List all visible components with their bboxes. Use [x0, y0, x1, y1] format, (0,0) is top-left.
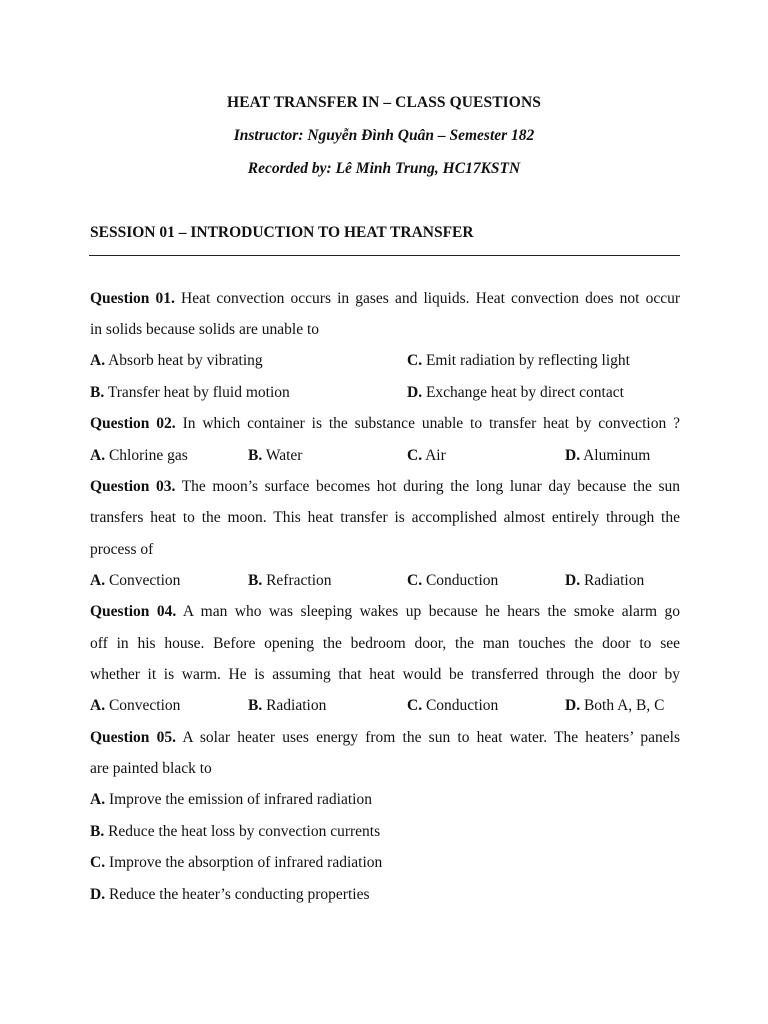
question-text: Heat convection occurs in gases and liquids. Heat convection does not occur — [174, 290, 680, 307]
question-03-line-1 — [90, 478, 680, 496]
question-label: Question 04. — [90, 603, 177, 620]
option-key: D. — [565, 447, 581, 464]
question-text: In which container is the substance unable to transfer heat by convection ? — [175, 415, 680, 432]
option-key: C. — [407, 352, 423, 369]
option-text: Convection — [105, 572, 181, 589]
option-key: D. — [407, 384, 423, 401]
option-text: Absorb heat by vibrating — [105, 352, 263, 369]
option-key: B. — [90, 384, 105, 401]
question-04-option-c — [407, 697, 498, 715]
question-05-option-b — [90, 823, 380, 841]
question-03-option-a — [90, 572, 180, 590]
question-03-option-d — [565, 572, 644, 590]
question-05-option-c — [90, 854, 382, 872]
option-text: Emit radiation by reflecting light — [422, 352, 630, 369]
option-text: Reduce the heat loss by convection currents — [104, 823, 381, 840]
question-01-line-2: in solids because solids are unable to — [90, 321, 320, 338]
option-text: Refraction — [262, 572, 332, 589]
option-text: Improve the absorption of infrared radiation — [105, 854, 383, 871]
option-key: C. — [407, 697, 423, 714]
option-key: A. — [90, 352, 106, 369]
option-text: Radiation — [262, 697, 327, 714]
option-key: B. — [248, 447, 263, 464]
option-key: B. — [90, 823, 105, 840]
question-label: Question 02. — [90, 415, 176, 432]
question-04-line-1 — [90, 603, 680, 621]
question-04-option-d — [565, 697, 665, 715]
question-04-line-3: whether it is warm. He is assuming that heat would be transferred through the door by — [90, 666, 680, 683]
option-key: C. — [407, 447, 423, 464]
question-02-line-1 — [90, 415, 680, 433]
option-text: Reduce the heater’s conducting properties — [105, 886, 370, 903]
option-text: Exchange heat by direct contact — [422, 384, 624, 401]
question-01-option-b — [90, 384, 290, 402]
option-key: A. — [90, 697, 106, 714]
option-key: A. — [90, 447, 106, 464]
horizontal-divider — [89, 255, 680, 256]
option-text: Conduction — [422, 572, 499, 589]
option-key: B. — [248, 572, 263, 589]
option-key: C. — [407, 572, 423, 589]
option-key: D. — [565, 572, 581, 589]
option-text: Air — [422, 447, 446, 464]
option-text: Convection — [105, 697, 181, 714]
question-02-option-a — [90, 447, 188, 465]
option-key: C. — [90, 854, 106, 871]
option-text: Conduction — [422, 697, 499, 714]
option-key: D. — [565, 697, 581, 714]
question-01-option-c — [407, 352, 630, 370]
option-text: Chlorine gas — [105, 447, 188, 464]
recorder-line: Recorded by: Lê Minh Trung, HC17KSTN — [247, 160, 521, 177]
question-02-option-b — [248, 447, 302, 465]
option-key: D. — [90, 886, 106, 903]
question-text: A solar heater uses energy from the sun to heat water. The heaters’ panels — [176, 729, 680, 746]
option-text: Radiation — [580, 572, 645, 589]
question-01-line-1 — [90, 290, 680, 308]
question-01-option-a — [90, 352, 263, 370]
option-text: Transfer heat by fluid motion — [104, 384, 290, 401]
option-text: Water — [262, 447, 303, 464]
option-key: A. — [90, 791, 106, 808]
question-03-option-c — [407, 572, 498, 590]
question-label: Question 03. — [90, 478, 176, 495]
question-04-option-b — [248, 697, 326, 715]
question-label: Question 05. — [90, 729, 176, 746]
option-key: A. — [90, 572, 106, 589]
question-text: The moon’s surface becomes hot during the long lunar day because the sun — [175, 478, 680, 495]
option-text: Both A, B, C — [580, 697, 665, 714]
question-label: Question 01. — [90, 290, 175, 307]
question-03-line-3: process of — [90, 541, 154, 558]
question-05-option-d — [90, 886, 370, 904]
option-text: Improve the emission of infrared radiation — [105, 791, 372, 808]
question-05-line-2: are painted black to — [90, 760, 212, 777]
question-text: A man who was sleeping wakes up because he hears the smoke alarm go — [176, 603, 680, 620]
option-text: Aluminum — [580, 447, 651, 464]
question-01-option-d — [407, 384, 624, 402]
question-02-option-d — [565, 447, 650, 465]
question-03-option-b — [248, 572, 332, 590]
question-05-line-1 — [90, 729, 680, 747]
option-key: B. — [248, 697, 263, 714]
question-04-line-2: off in his house. Before opening the bedroom door, the man touches the door to see — [90, 635, 680, 652]
instructor-line: Instructor: Nguyễn Đình Quân – Semester 182 — [233, 127, 535, 144]
question-05-option-a — [90, 791, 372, 809]
question-04-option-a — [90, 697, 180, 715]
question-02-option-c — [407, 447, 446, 465]
question-03-line-2: transfers heat to the moon. This heat transfer is accomplished almost entirely through the — [90, 509, 680, 526]
session-heading: SESSION 01 – INTRODUCTION TO HEAT TRANSFER — [90, 224, 474, 241]
document-title: HEAT TRANSFER IN – CLASS QUESTIONS — [227, 94, 541, 111]
